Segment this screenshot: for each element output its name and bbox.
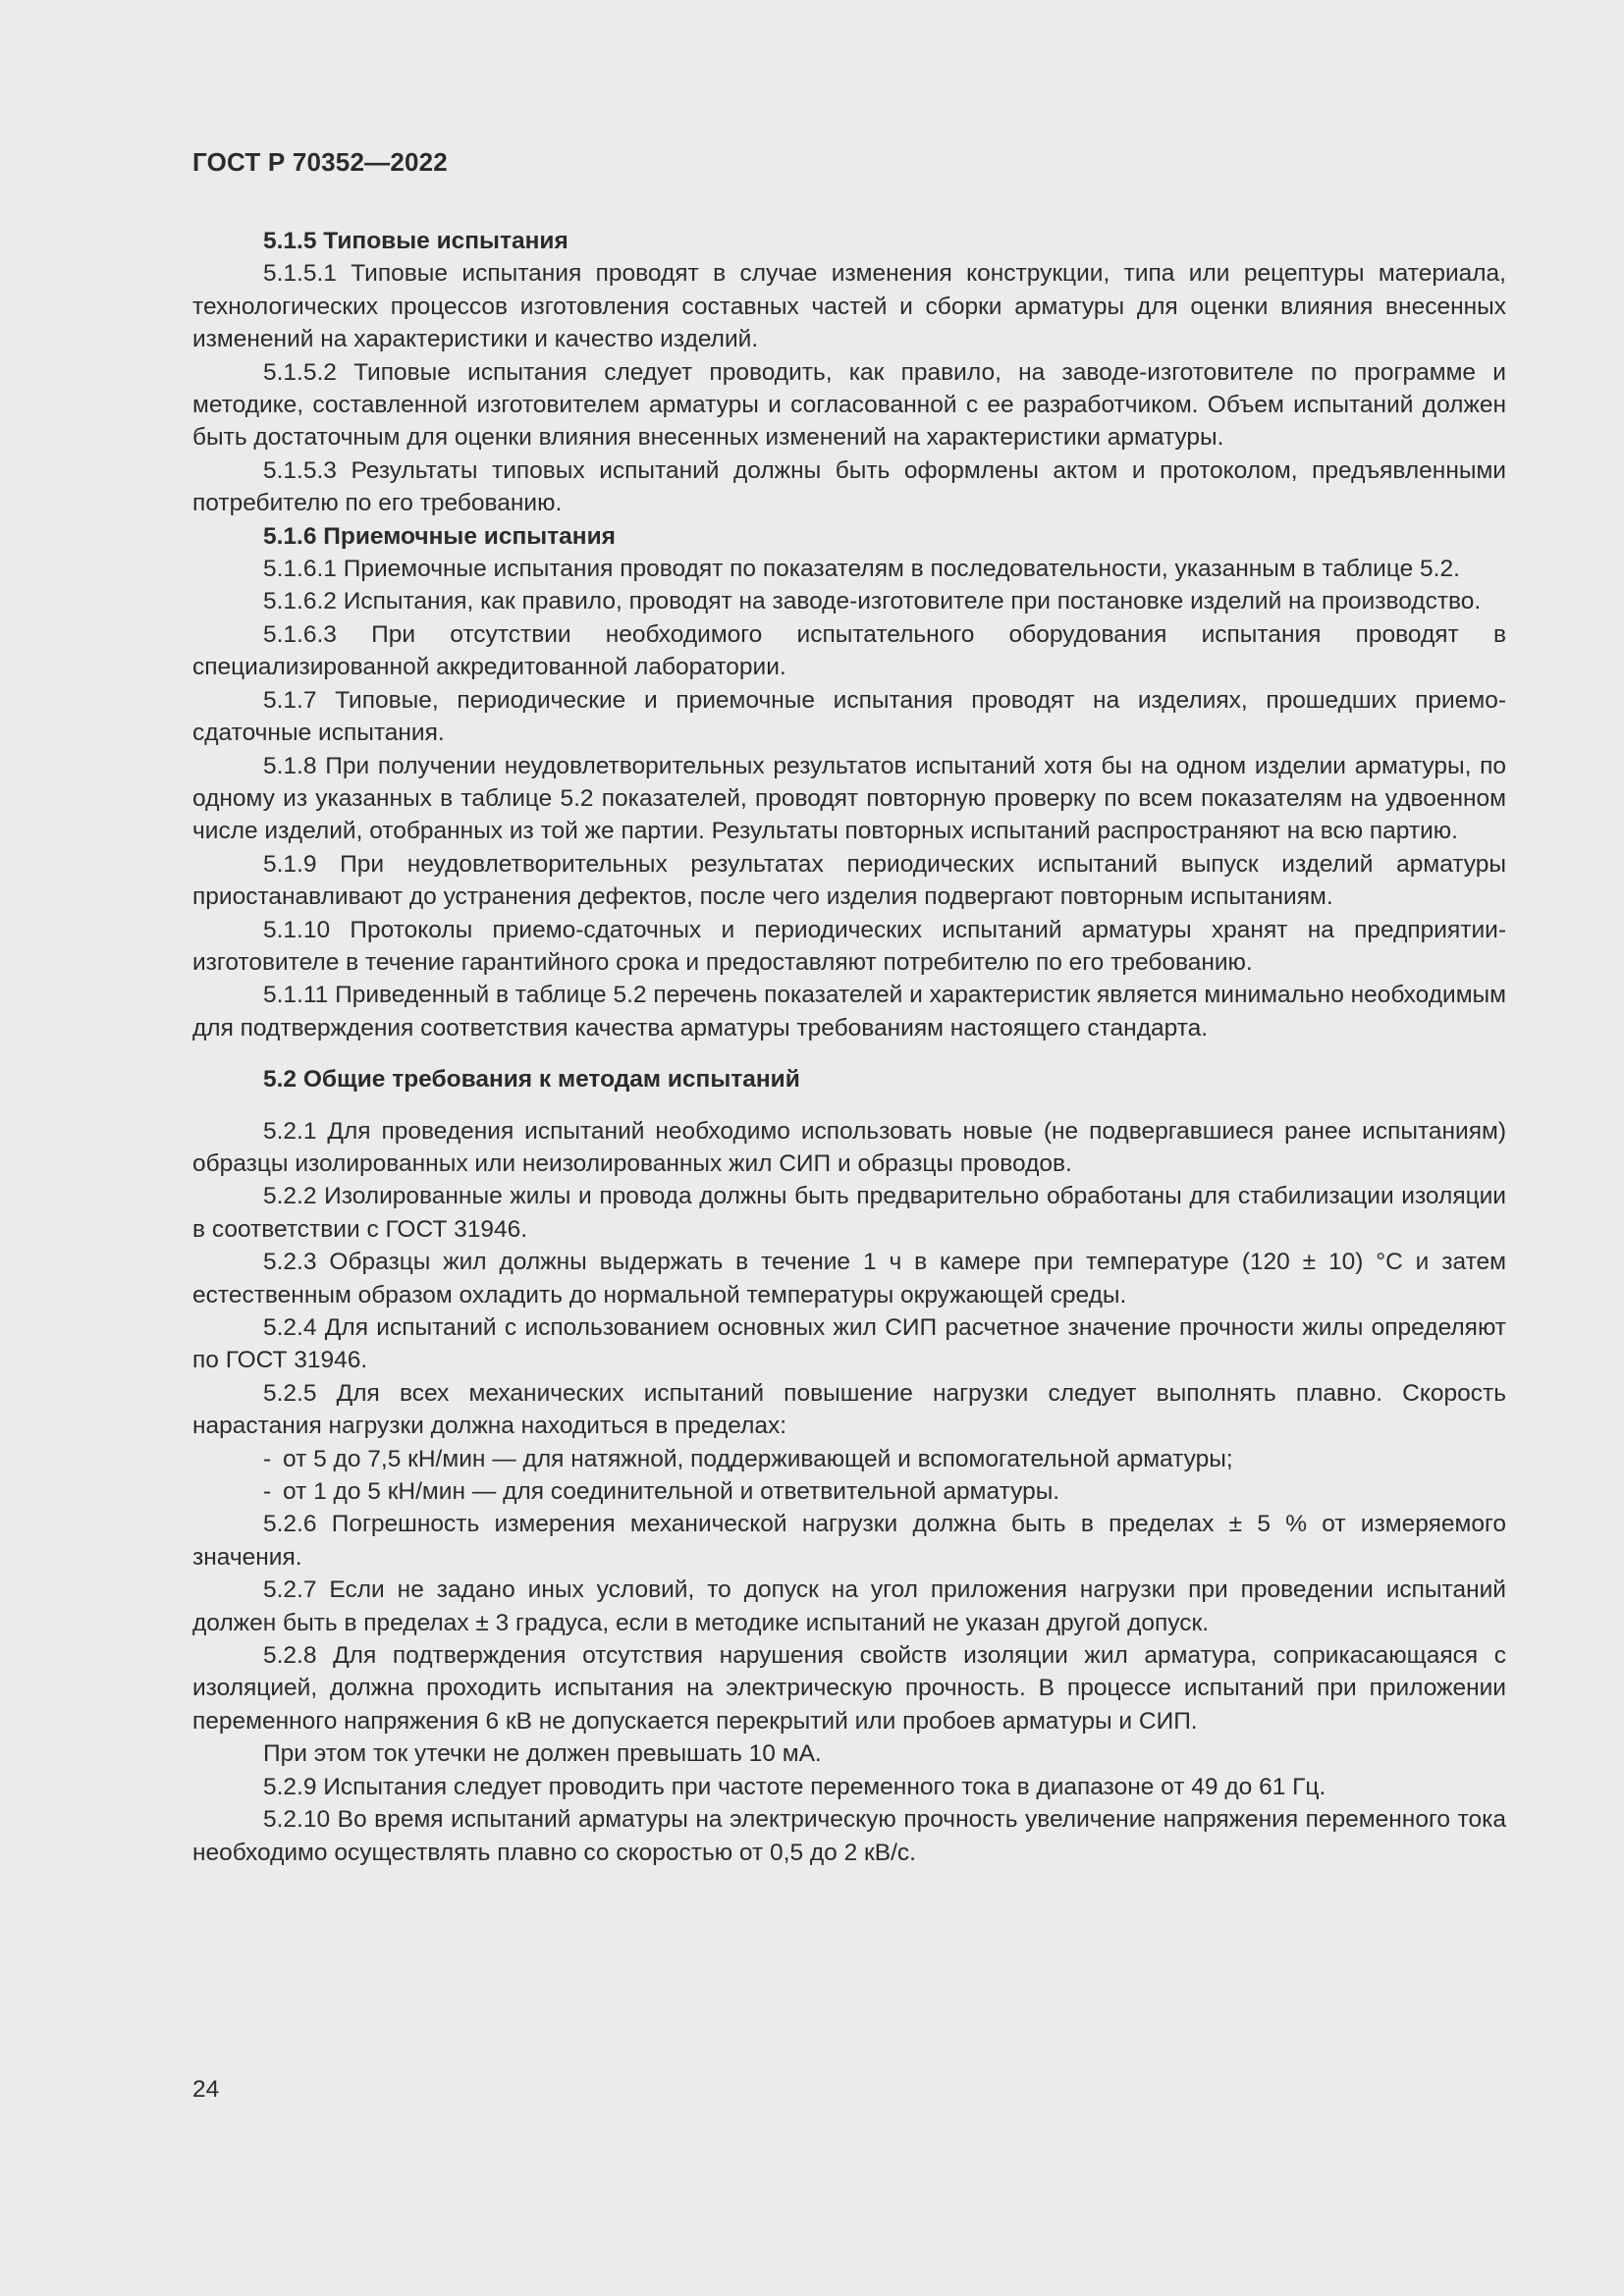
paragraph: 5.1.5.3 Результаты типовых испытаний должны быть оформлены актом и протоколом, предъявленными потребителю по его требованию. bbox=[192, 456, 1506, 517]
document-header: ГОСТ Р 70352—2022 bbox=[192, 147, 448, 177]
paragraph: 5.2.5 Для всех механических испытаний повышение нагрузки следует выполнять плавно. Скорость нарастания нагрузки должна находиться в пределах: bbox=[192, 1379, 1506, 1440]
paragraph: 5.1.7 Типовые, периодические и приемочные испытания проводят на изделиях, прошедших приемо-сдаточные испытания. bbox=[192, 686, 1506, 747]
paragraph: 5.2.1 Для проведения испытаний необходимо использовать новые (не подвергавшиеся ранее испытаниям) образцы изолированных или неизолированных жил СИП и образцы проводов. bbox=[192, 1117, 1506, 1177]
paragraph: 5.2.3 Образцы жил должны выдержать в течение 1 ч в камере при температуре (120 ± 10) °С и затем естественным образом охладить до нормальной температуры окружающей среды. bbox=[192, 1249, 1506, 1308]
paragraph: 5.2.6 Погрешность измерения механической нагрузки должна быть в пределах ± 5 % от измеряемого значения. bbox=[192, 1511, 1506, 1571]
paragraph: 5.2.9 Испытания следует проводить при частоте переменного тока в диапазоне от 49 до 61 Гц. bbox=[263, 1773, 1326, 1800]
paragraph: 5.2.8 Для подтверждения отсутствия нарушения свойств изоляции жил арматура, соприкасающаяся с изоляцией, должна проходить испытания на электрическую прочность. В процессе испытаний при приложении переменного напряжения 6 кВ не допускается перекрытий или пробоев арматуры и СИП. bbox=[192, 1642, 1506, 1735]
paragraph: 5.1.10 Протоколы приемо-сдаточных и периодических испытаний арматуры хранят на предприятии-изготовителе в течение гарантийного срока и предоставляют потребителю по его требованию. bbox=[192, 916, 1506, 976]
page-number: 24 bbox=[192, 2076, 220, 2103]
paragraph: 5.1.8 При получении неудовлетворительных результатов испытаний хотя бы на одном изделии арматуры, по одному из указанных в таблице 5.2 показателей, проводят повторную проверку по всем показателям на удвоенном числе изделий, отобранных из той же партии. Результаты повторных испытаний распространяют на всю партию. bbox=[192, 752, 1506, 845]
subsection-heading: 5.1.6 Приемочные испытания bbox=[263, 522, 616, 550]
list-item-text: от 5 до 7,5 кН/мин — для натяжной, поддерживающей и вспомогательной арматуры; bbox=[283, 1445, 1233, 1472]
paragraph: 5.1.6.2 Испытания, как правило, проводят на заводе-изготовителе при постановке изделий на производство. bbox=[263, 588, 1482, 615]
paragraph: 5.1.6.3 При отсутствии необходимого испытательного оборудования испытания проводят в специализированной аккредитованной лаборатории. bbox=[192, 620, 1506, 681]
paragraph: 5.1.9 При неудовлетворительных результатах периодических испытаний выпуск изделий арматуры приостанавливают до устранения дефектов, после чего изделия подвергают повторным испытаниям. bbox=[192, 850, 1506, 911]
paragraph: 5.2.7 Если не задано иных условий, то допуск на угол приложения нагрузки при проведении испытаний должен быть в пределах ± 3 градуса, если в методике испытаний не указан другой допуск. bbox=[192, 1576, 1506, 1636]
paragraph: 5.1.11 Приведенный в таблице 5.2 перечень показателей и характеристик является минимально необходимым для подтверждения соответствия качества арматуры требованиям настоящего стандарта. bbox=[192, 982, 1506, 1041]
section-heading: 5.2 Общие требования к методам испытаний bbox=[263, 1066, 800, 1094]
list-item bbox=[192, 1475, 1506, 1508]
subsection-heading: 5.1.5 Типовые испытания bbox=[263, 228, 568, 254]
paragraph: 5.2.2 Изолированные жилы и провода должны быть предварительно обработаны для стабилизации изоляции в соответствии с ГОСТ 31946. bbox=[192, 1183, 1506, 1243]
paragraph: 5.2.4 Для испытаний с использованием основных жил СИП расчетное значение прочности жилы определяют по ГОСТ 31946. bbox=[192, 1314, 1506, 1374]
paragraph: При этом ток утечки не должен превышать 10 мА. bbox=[263, 1740, 822, 1768]
list-item-text: от 1 до 5 кН/мин — для соединительной и ответвительной арматуры. bbox=[283, 1478, 1060, 1506]
paragraph: 5.1.6.1 Приемочные испытания проводят по показателям в последовательности, указанным в таблице 5.2. bbox=[263, 556, 1460, 583]
list-item bbox=[192, 1443, 1506, 1475]
dash-marker: - bbox=[263, 1445, 272, 1472]
paragraph: 5.1.5.1 Типовые испытания проводят в случае изменения конструкции, типа или рецептуры материала, технологических процессов изготовления составных частей и сборки арматуры для оценки влияния внесенных изменений на характеристики и качество изделий. bbox=[192, 260, 1506, 353]
paragraph: 5.2.10 Во время испытаний арматуры на электрическую прочность увеличение напряжения переменного тока необходимо осуществлять плавно со скоростью от 0,5 до 2 кВ/с. bbox=[192, 1806, 1506, 1866]
paragraph: 5.1.5.2 Типовые испытания следует проводить, как правило, на заводе-изготовителе по программе и методике, составленной изготовителем арматуры и согласованной с ее разработчиком. Объем испытаний должен быть достаточным для оценки влияния внесенных изменений на характеристики арматуры. bbox=[192, 358, 1506, 452]
document-body bbox=[192, 225, 1506, 1869]
dash-marker: - bbox=[263, 1478, 272, 1506]
